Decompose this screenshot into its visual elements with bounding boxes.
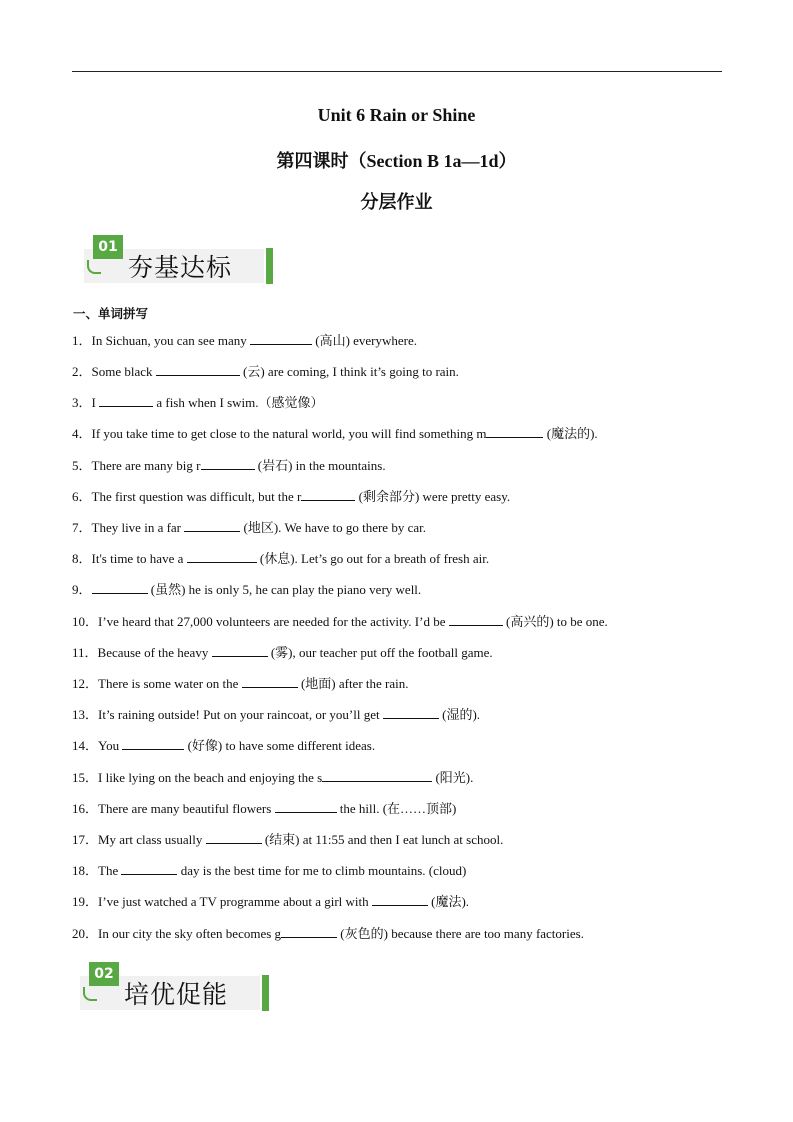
answer-blank[interactable] xyxy=(212,644,268,657)
question-item: 12．There is some water on the (地面) after the rain. xyxy=(72,676,409,691)
homework-label: 分层作业 xyxy=(360,192,433,212)
answer-blank[interactable] xyxy=(206,831,262,844)
answer-blank[interactable] xyxy=(301,488,355,501)
section-label: 夯基达标 xyxy=(128,253,233,282)
answer-blank[interactable] xyxy=(121,862,177,875)
page-title: Unit 6 Rain or Shine xyxy=(317,105,476,125)
answer-blank[interactable] xyxy=(322,769,432,782)
lesson-subtitle: 第四课时（Section B 1a—1d） xyxy=(276,151,517,171)
answer-blank[interactable] xyxy=(187,550,257,563)
question-item: 20．In our city the sky often becomes g (灰色的) because there are too many factories. xyxy=(72,926,584,941)
part-heading: 一、单词拼写 xyxy=(73,306,149,321)
question-item: 19．I’ve just watched a TV programme about a girl with (魔法). xyxy=(72,894,470,909)
answer-blank[interactable] xyxy=(372,893,428,906)
question-item: 4．If you take time to get close to the natural world, you will find something m (魔法的). xyxy=(72,426,598,441)
answer-blank[interactable] xyxy=(92,581,148,594)
question-item: 7．They live in a far (地区). We have to go there by car. xyxy=(72,520,426,535)
answer-blank[interactable] xyxy=(250,332,312,345)
top-rule xyxy=(72,71,722,72)
question-item: 17．My art class usually (结束) at 11:55 and then I eat lunch at school. xyxy=(72,832,504,847)
ribbon-curl-icon xyxy=(83,987,97,1001)
question-item: 5．There are many big r (岩石) in the mountains. xyxy=(72,458,386,473)
question-item: 13．It’s raining outside! Put on your raincoat, or you’ll get (湿的). xyxy=(72,707,481,722)
answer-blank[interactable] xyxy=(486,425,543,438)
question-item: 9． (虽然) he is only 5, he can play the piano very well. xyxy=(72,582,422,597)
question-item: 2．Some black (云) are coming, I think it’s going to rain. xyxy=(72,364,459,379)
question-item: 6．The first question was difficult, but the r (剩余部分) were pretty easy. xyxy=(72,489,511,504)
answer-blank[interactable] xyxy=(201,457,255,470)
section-number: 02 xyxy=(89,962,119,986)
answer-blank[interactable] xyxy=(156,363,240,376)
answer-blank[interactable] xyxy=(383,706,439,719)
question-item: 1．In Sichuan, you can see many (高山) everywhere. xyxy=(72,333,418,348)
answer-blank[interactable] xyxy=(99,394,153,407)
answer-blank[interactable] xyxy=(275,800,337,813)
question-item: 11．Because of the heavy (雾), our teacher put off the football game. xyxy=(72,645,493,660)
answer-blank[interactable] xyxy=(122,737,184,750)
answer-blank[interactable] xyxy=(449,613,503,626)
answer-blank[interactable] xyxy=(281,925,337,938)
section-label: 培优促能 xyxy=(124,980,229,1009)
question-item: 8．It's time to have a (休息). Let’s go out for a breath of fresh air. xyxy=(72,551,490,566)
question-item: 3．I a fish when I swim.（感觉像） xyxy=(72,395,324,410)
answer-blank[interactable] xyxy=(184,519,240,532)
question-item: 15．I like lying on the beach and enjoying the s (阳光). xyxy=(72,770,474,785)
question-item: 18．The day is the best time for me to climb mountains. (cloud) xyxy=(72,863,467,878)
question-item: 10．I’ve heard that 27,000 volunteers are needed for the activity. I’d be (高兴的) to be one. xyxy=(72,614,608,629)
question-item: 16．There are many beautiful flowers the hill. (在……顶部) xyxy=(72,801,457,816)
answer-blank[interactable] xyxy=(242,675,298,688)
section-number: 01 xyxy=(93,235,123,259)
section-accent-bar xyxy=(266,248,273,284)
section-accent-bar xyxy=(262,975,269,1011)
ribbon-curl-icon xyxy=(87,260,101,274)
question-item: 14．You (好像) to have some different ideas. xyxy=(72,738,376,753)
